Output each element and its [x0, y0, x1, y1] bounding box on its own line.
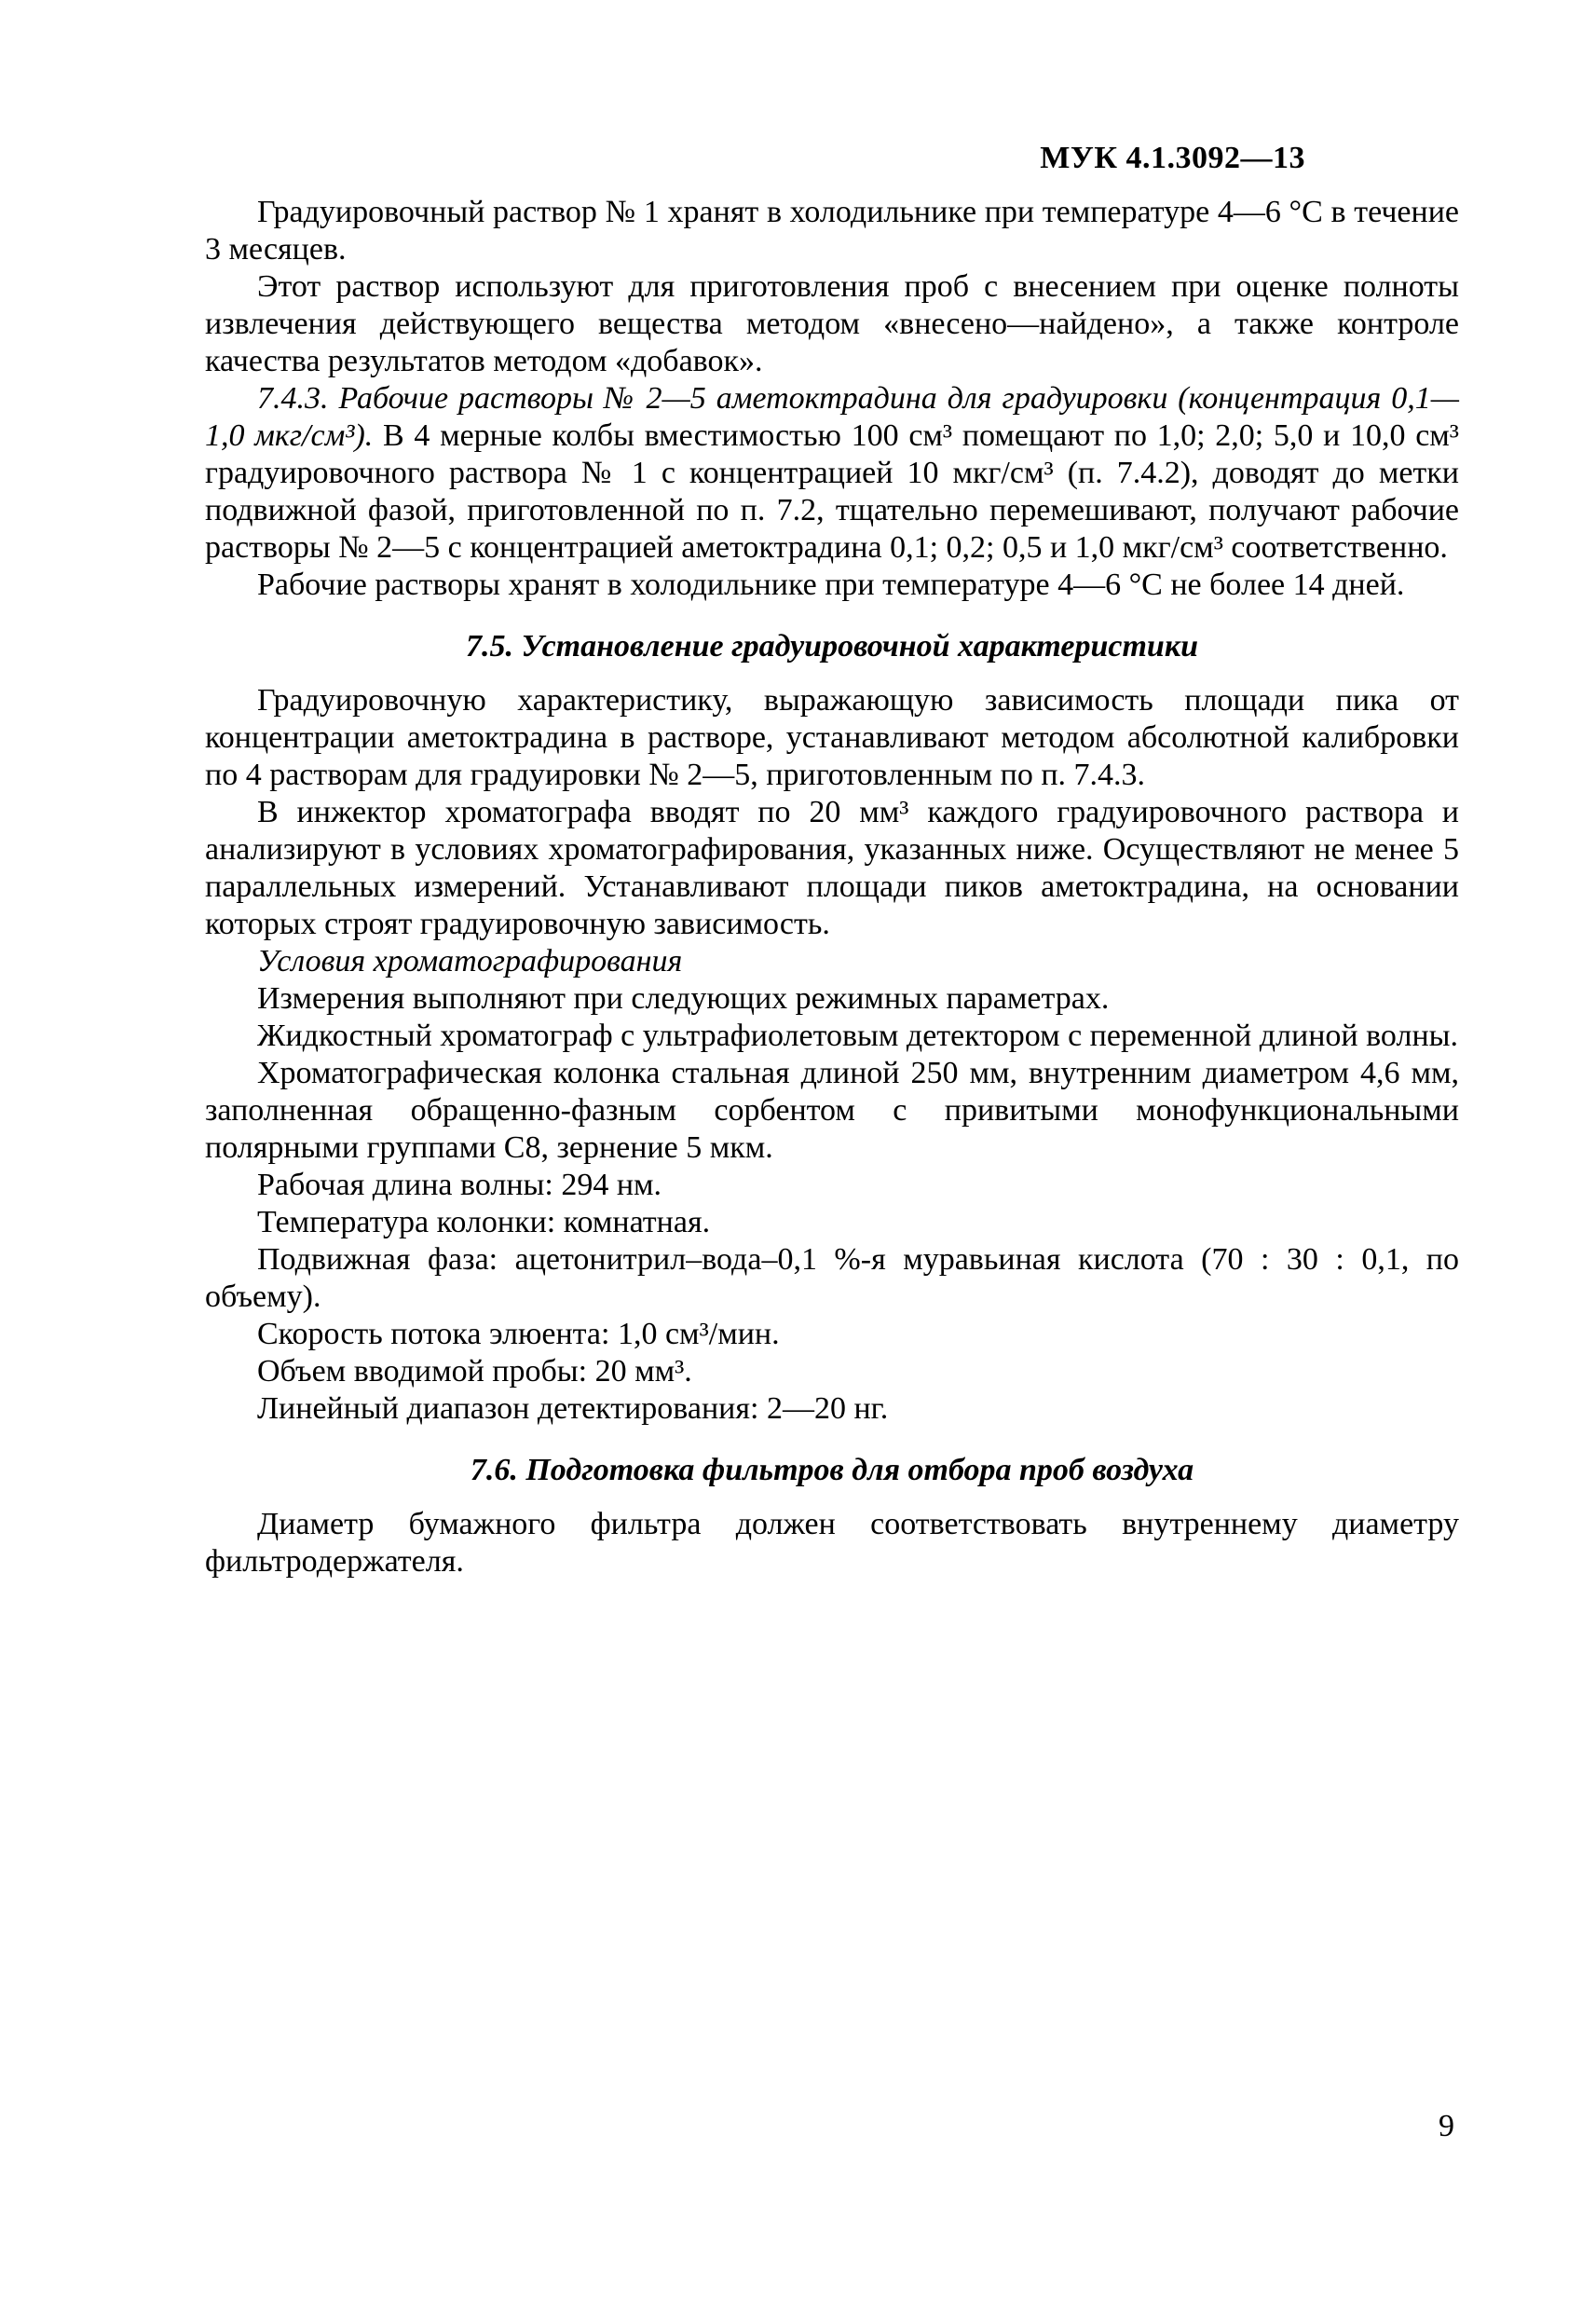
paragraph: Скорость потока элюента: 1,0 см³/мин. [257, 1317, 780, 1351]
paragraph: Линейный диапазон детектирования: 2—20 нг. [257, 1391, 889, 1426]
paragraph: Хроматографическая колонка стальная длиной 250 мм, внутренним диаметром 4,6 мм, заполненная обращенно-фазным сорбентом с привитыми монофункциональными полярными группами С8, зернение 5 мкм. [205, 1056, 1459, 1165]
paragraph: Объем вводимой пробы: 20 мм³. [257, 1354, 692, 1389]
paragraph: Измерения выполняют при следующих режимных параметрах. [257, 981, 1110, 1016]
paragraph: Температура колонки: комнатная. [257, 1205, 711, 1239]
italic-run: 7.4.3. Рабочие растворы № 2—5 аметоктрадина для градуировки (концентрация 0,1—1,0 мкг/см³). [205, 381, 1459, 453]
page-number: 9 [1439, 2109, 1454, 2143]
document-code-header: МУК 4.1.3092—13 [1040, 141, 1305, 175]
paragraph: Этот раствор используют для приготовления проб с внесением при оценке полноты извлечения действующего вещества методом «внесено—найдено», а также контроле качества результатов методом «добавок». [205, 269, 1459, 378]
document-content [205, 140, 1459, 1580]
regular-run: В 4 мерные колбы вместимостью 100 см³ помещают по 1,0; 2,0; 5,0 и 10,0 см³ градуировочного раствора № 1 с концентрацией 10 мкг/см³ (п. 7.4.2), доводят до метки подвижной фазой, приготовленной по п. 7.2, тщательно перемешивают, получают рабочие растворы № 2—5 с концентрацией аметоктрадина 0,1; 0,2; 0,5 и 1,0 мкг/см³ соответственно. [205, 418, 1459, 565]
paragraph: Градуировочный раствор № 1 хранят в холодильнике при температуре 4—6 °С в течение 3 месяцев. [205, 195, 1459, 267]
paragraph: В инжектор хроматографа вводят по 20 мм³ каждого градуировочного раствора и анализируют в условиях хроматографирования, указанных ниже. Осуществляют не менее 5 параллельных измерений. Устанавливают площади пиков аметоктрадина, на основании которых строят градуировочную зависимость. [205, 795, 1459, 941]
paragraph: Рабочие растворы хранят в холодильнике при температуре 4—6 °С не более 14 дней. [257, 568, 1405, 602]
paragraph: Градуировочную характеристику, выражающую зависимость площади пика от концентрации аметоктрадина в растворе, устанавливают методом абсолютной калибровки по 4 растворам для градуировки № 2—5, приготовленным по п. 7.4.3. [205, 683, 1459, 792]
section-heading-7-5: 7.5. Установление градуировочной характеристики [466, 629, 1198, 664]
paragraph: Диаметр бумажного фильтра должен соответствовать внутреннему диаметру фильтродержателя. [205, 1507, 1459, 1579]
section-heading-7-6: 7.6. Подготовка фильтров для отбора проб воздуха [470, 1453, 1194, 1487]
paragraph: Рабочая длина волны: 294 нм. [257, 1168, 662, 1202]
paragraph-italic: Условия хроматографирования [257, 944, 683, 978]
paragraph [205, 380, 1459, 567]
document-body [205, 194, 1459, 1580]
paragraph: Подвижная фаза: ацетонитрил–вода–0,1 %-я муравьиная кислота (70 : 30 : 0,1, по объему). [205, 1242, 1459, 1314]
paragraph: Жидкостный хроматограф с ультрафиолетовым детектором с переменной длиной волны. [257, 1019, 1458, 1053]
